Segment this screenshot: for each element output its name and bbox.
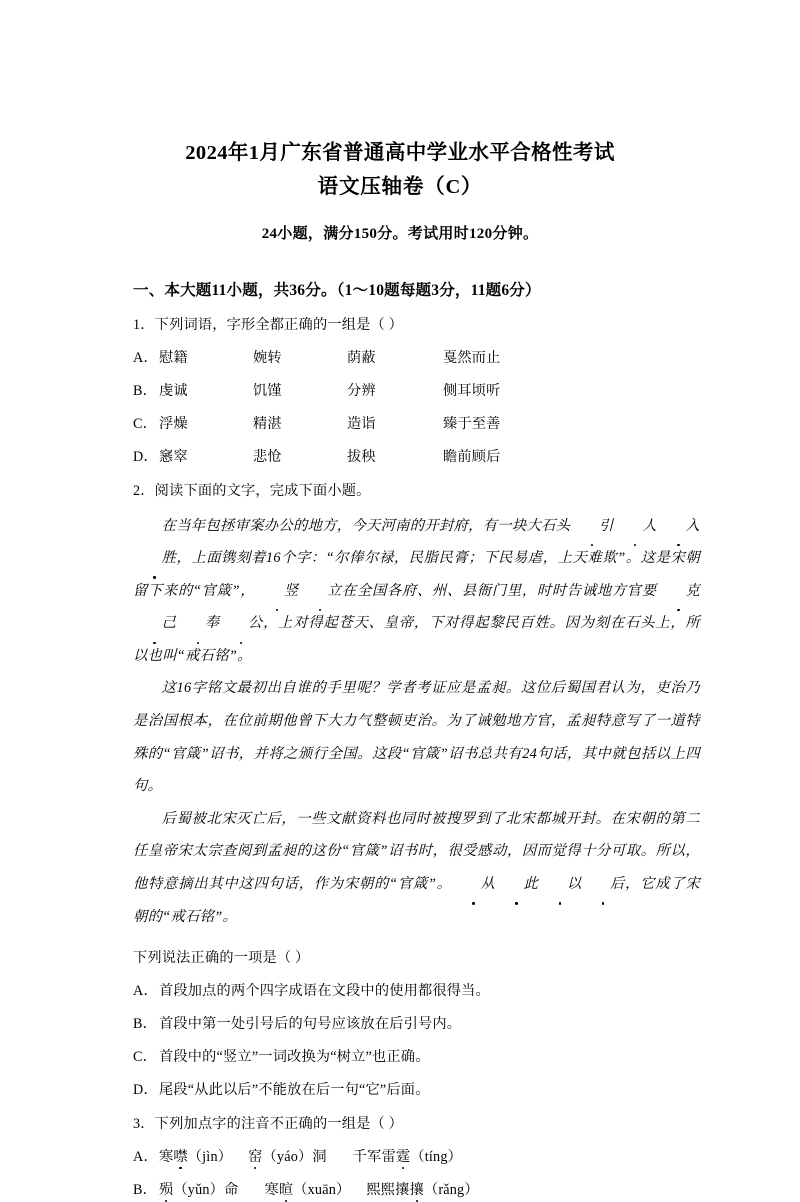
option-word-1: 虔诚 [159,382,188,399]
question-3 [133,1113,700,1199]
emphasis-dot-char: 己 [133,607,176,640]
option-word-4: 臻于至善 [443,415,501,432]
passage-paragraph-3: 后蜀被北宋灭亡后，一些文献资料也同时被搜罗到了北宋都城开封。在宋朝的第二任皇帝宋太宗查阅到孟昶的这份“官箴”诏书时，很受感动，因而觉得十分可取。所以，他特意摘出其中这四句话，作为宋朝的“官箴”。 从 此 以 后，它成了宋朝的“戒石铭”。 [133,810,700,925]
question-2 [133,480,700,1100]
pinyin-item: 窑（yáo）洞 [248,1146,327,1166]
title-block [100,0,700,243]
question-1-option-d[interactable] [133,446,700,466]
pinyin-reading: （tíng） [410,1149,463,1166]
option-letter: D． [133,1082,158,1099]
question-2-option-b[interactable] [133,1013,700,1033]
passage-paragraph-1: 在当年包拯审案办公的地方，今天河南的开封府，有一块大石头 引 人 入胜，上面镌刻着16个字：“尔俸尔禄，民脂民膏；下民易虐，上天难欺”。这是宋朝留下来的“官箴”， 竖 立在全国各府、州、县衙门里，时时告诫地方官要 克己 奉 公，上对得起苍天、皇帝，下对得起黎民百姓。因为刻在石头上，所以也叫“戒石铭”。 [133,510,700,673]
pinyin-item: 殒（yǔn）命 [159,1179,238,1199]
option-word-3: 荫蔽 [347,349,376,366]
pinyin-item: 千军雷霆（tíng） [353,1146,462,1166]
emphasis-dot-char: 暄 [279,1179,293,1199]
pinyin-reading: （jìn） [187,1149,233,1166]
option-text: 首段加点的两个四字成语在文段中的使用都很得当。 [159,983,490,1000]
option-letter: A． [133,349,158,366]
question-3-option-a[interactable] [133,1146,700,1166]
option-word-1: 慰籍 [159,349,188,366]
option-word-2: 饥馑 [253,382,282,399]
option-pinyin-groups [159,1182,495,1198]
question-2-options [133,980,700,1099]
emphasis-dot-char: 公 [219,607,262,640]
option-letter: B． [133,1016,158,1033]
option-word-3: 造诣 [347,415,376,432]
question-3-options [133,1146,700,1199]
question-1-stem: 1．下列词语，字形全都正确的一组是（ ） [133,316,404,333]
option-text: 尾段“从此以后”不能放在后一句“它”后面。 [159,1082,430,1099]
question-3-option-b[interactable] [133,1179,700,1199]
emphasis-dot-char: 克 [657,575,700,608]
pinyin-reading: （yǔn） [173,1182,225,1199]
question-1-option-c[interactable] [133,413,700,433]
question-2-option-d[interactable] [133,1079,700,1099]
option-pinyin-groups [159,1149,478,1165]
exam-subtitle: 24小题，满分150分。考试用时120分钟。 [261,225,539,242]
emphasis-dot-char: 立 [298,575,341,608]
emphasis-dot-char: 引 [570,510,613,543]
option-word-3: 分辨 [347,382,376,399]
option-word-2: 婉转 [253,349,282,366]
option-word-4: 侧耳顷听 [443,382,501,399]
pinyin-item: 寒暄（xuān） [264,1179,350,1199]
option-text: 首段中第一处引号后的句号应该放在后引号内。 [159,1016,462,1033]
pinyin-item: 寒噤（jìn） [159,1146,232,1166]
emphasis-dot-char: 攘 [410,1179,424,1199]
question-1-option-a[interactable] [133,347,700,367]
emphasis-dot-char: 入 [657,510,700,543]
pinyin-reading: （yáo） [262,1149,313,1166]
question-1-option-b[interactable] [133,380,700,400]
option-word-1: 窸窣 [159,448,188,465]
emphasis-dot-char: 以 [538,868,581,901]
option-letter: D． [133,448,158,465]
option-word-3: 拔秧 [347,448,376,465]
option-letter: B． [133,1182,158,1199]
question-2-option-a[interactable] [133,980,700,1000]
question-2-prompt: 下列说法正确的一项是（ ） [133,950,310,967]
question-3-stem: 3．下列加点字的注音不正确的一组是（ ） [133,1116,404,1133]
emphasis-dot-char: 人 [614,510,657,543]
option-letter: C． [133,415,158,432]
pinyin-item: 熙熙攘攘（rǎng） [366,1179,478,1199]
question-2-passage [133,510,700,934]
emphasis-dot-char: 殒 [159,1179,173,1199]
option-word-4: 戛然而止 [443,349,501,366]
question-1 [133,314,700,466]
section-heading: 一、本大题11小题，共36分。（1～10题每题3分，11题6分） [133,281,541,299]
passage-paragraph-2: 这16字铭文最初出自谁的手里呢？学者考证应是孟昶。这位后蜀国君认为，吏治乃是治国根本，在位前期他曾下大力气整顿吏治。为了诫勉地方官，孟昶特意写了一道特殊的“官箴”诏书，并将之颁行全国。这段“官箴”诏书总共有24句话，其中就包括以上四句。 [133,680,700,795]
option-word-4: 瞻前顾后 [443,448,501,465]
option-letter: A． [133,1149,158,1166]
emphasis-dot-char: 从 [452,868,495,901]
emphasis-dot-char: 此 [495,868,538,901]
emphasis-dot-char: 奉 [176,607,219,640]
option-text: 首段中的“竖立”一词改换为“树立”也正确。 [159,1049,430,1066]
option-word-1: 浮燥 [159,415,188,432]
option-word-2: 悲怆 [253,448,282,465]
option-letter: B． [133,382,158,399]
pinyin-reading: （xuān） [293,1182,351,1199]
emphasis-dot-char: 噤 [173,1146,187,1166]
question-2-stem: 2．阅读下面的文字，完成下面小题。 [133,482,371,499]
emphasis-dot-char: 霆 [396,1146,410,1166]
option-letter: A． [133,983,158,1000]
question-1-options [133,347,700,466]
page-title-line2: 语文压轴卷（C） [317,175,483,198]
emphasis-dot-char: 胜 [133,542,176,575]
pinyin-reading: （rǎng） [423,1182,479,1199]
option-letter: C． [133,1049,158,1066]
question-2-option-c[interactable] [133,1046,700,1066]
emphasis-dot-char: 竖 [255,575,298,608]
emphasis-dot-char: 后 [581,868,624,901]
page-title-line1: 2024年1月广东省普通高中学业水平合格性考试 [185,142,615,164]
option-word-2: 精湛 [253,415,282,432]
emphasis-dot-char: 窑 [248,1146,262,1166]
